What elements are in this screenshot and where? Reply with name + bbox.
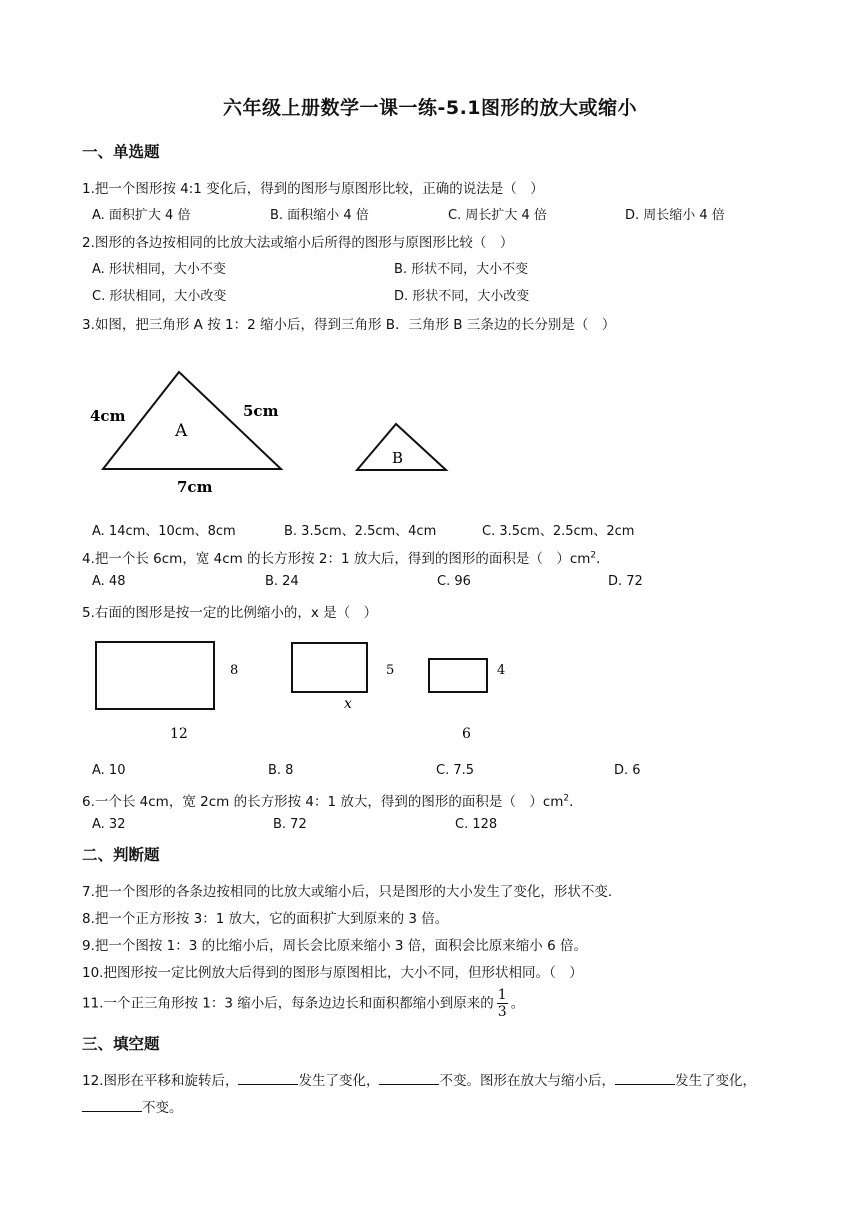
rectangle-2-height-label: 5 (386, 663, 395, 678)
question-6 (82, 790, 583, 810)
question-4 (82, 547, 610, 567)
q4-option-b[interactable]: B. 24 (265, 574, 299, 589)
rectangle-1-width-label: 12 (170, 726, 188, 742)
triangle-a-shape (103, 372, 281, 469)
q1-option-c[interactable]: C. 周长扩大 4 倍 (448, 208, 547, 223)
question-12 (82, 1068, 782, 1122)
q5-option-b[interactable]: B. 8 (268, 763, 294, 778)
question-7: 7.把一个图形的各条边按相同的比放大或缩小后，只是图形的大小发生了变化，形状不变. (82, 884, 613, 900)
q1-option-a[interactable]: A. 面积扩大 4 倍 (92, 208, 191, 223)
question-6-sup: 2 (563, 793, 570, 804)
q12-part-4: 发生了变化， (674, 1073, 756, 1089)
q3-option-b[interactable]: B. 3.5cm、2.5cm、4cm (284, 524, 437, 539)
question-2: 2.图形的各边按相同的比放大法或缩小后所得的图形与原图形比较（ ） (82, 235, 514, 251)
rectangle-2-width-label: x (344, 696, 352, 712)
question-10: 10.把图形按一定比例放大后得到的图形与原图相比，大小不同，但形状相同。（ ） (82, 965, 583, 981)
question-5: 5.右面的图形是按一定的比例缩小的，x 是（ ） (82, 605, 378, 621)
q6-option-c[interactable]: C. 128 (455, 817, 498, 832)
question-11 (82, 988, 524, 1019)
question-8: 8.把一个正方形按 3：1 放大，它的面积扩大到原来的 3 倍。 (82, 911, 449, 927)
question-6-tail: ． (569, 794, 583, 810)
question-11-tail: 。 (510, 995, 525, 1012)
q1-option-b[interactable]: B. 面积缩小 4 倍 (270, 208, 369, 223)
q12-part-1: 12.图形在平移和旋转后， (82, 1073, 239, 1089)
question-6-text: 6.一个长 4cm，宽 2cm 的长方形按 4：1 放大，得到的图形的面积是（ ）cm (82, 794, 564, 810)
q5-option-c[interactable]: C. 7.5 (436, 763, 475, 778)
section-heading-single-choice: 一、单选题 (82, 143, 160, 161)
q12-blank-3[interactable] (615, 1072, 675, 1085)
q4-option-c[interactable]: C. 96 (437, 574, 471, 589)
q12-blank-2[interactable] (379, 1072, 439, 1085)
q3-option-c[interactable]: C. 3.5cm、2.5cm、2cm (482, 524, 635, 539)
question-4-tail: ． (596, 551, 610, 567)
q1-option-d[interactable]: D. 周长缩小 4 倍 (625, 208, 725, 223)
rectangles-figure (88, 635, 518, 750)
q2-option-d[interactable]: D. 形状不同，大小改变 (394, 289, 530, 304)
q12-part-2: 发生了变化， (298, 1073, 380, 1089)
rectangle-1-height-label: 8 (230, 663, 239, 678)
fraction-denominator: 3 (497, 1004, 507, 1020)
q6-option-b[interactable]: B. 72 (273, 817, 307, 832)
triangle-a-right-side-label: 5cm (243, 402, 279, 420)
triangle-figure (85, 360, 465, 500)
one-third-fraction (497, 988, 508, 1019)
triangle-a-label: A (175, 421, 188, 441)
rectangle-3-height-label: 4 (497, 663, 506, 678)
rectangle-3-width-label: 6 (462, 726, 471, 742)
q12-blank-1[interactable] (238, 1072, 298, 1085)
q5-option-a[interactable]: A. 10 (92, 763, 126, 778)
question-11-text: 11.一个正三角形按 1：3 缩小后，每条边边长和面积都缩小到原来的 (82, 995, 494, 1012)
fraction-numerator: 1 (497, 987, 507, 1003)
question-3: 3.如图，把三角形 A 按 1：2 缩小后，得到三角形 B．三角形 B 三条边的长分别是（ ） (82, 317, 616, 333)
q4-option-a[interactable]: A. 48 (92, 574, 126, 589)
q12-part-5: 不变。 (142, 1100, 183, 1116)
question-9: 9.把一个图按 1：3 的比缩小后，周长会比原来缩小 3 倍，面积会比原来缩小 6 倍。 (82, 938, 587, 954)
q12-blank-4[interactable] (82, 1099, 142, 1112)
q2-option-b[interactable]: B. 形状不同，大小不变 (394, 262, 529, 277)
triangle-a-left-side-label: 4cm (90, 407, 126, 425)
section-heading-fill-in: 三、填空题 (82, 1035, 160, 1053)
q5-option-d[interactable]: D. 6 (614, 763, 641, 778)
triangle-b-label: B (392, 449, 404, 467)
q4-option-d[interactable]: D. 72 (608, 574, 643, 589)
q2-option-a[interactable]: A. 形状相同，大小不变 (92, 262, 226, 277)
page-title: 六年级上册数学一课一练-5.1图形的放大或缩小 (222, 97, 638, 119)
rectangle-2-shape (292, 643, 367, 692)
triangle-a-bottom-side-label: 7cm (177, 478, 213, 496)
q3-option-a[interactable]: A. 14cm、10cm、8cm (92, 524, 236, 539)
question-1: 1.把一个图形按 4:1 变化后，得到的图形与原图形比较，正确的说法是（ ） (82, 181, 544, 197)
q12-part-3: 不变。图形在放大与缩小后， (439, 1073, 615, 1089)
q2-option-c[interactable]: C. 形状相同，大小改变 (92, 289, 227, 304)
section-heading-true-false: 二、判断题 (82, 846, 160, 864)
question-4-text: 4.把一个长 6cm，宽 4cm 的长方形按 2：1 放大后，得到的图形的面积是（ ）cm (82, 551, 591, 567)
rectangle-3-shape (429, 659, 487, 692)
rectangle-1-shape (96, 642, 214, 709)
question-4-sup: 2 (590, 550, 597, 561)
q6-option-a[interactable]: A. 32 (92, 817, 126, 832)
